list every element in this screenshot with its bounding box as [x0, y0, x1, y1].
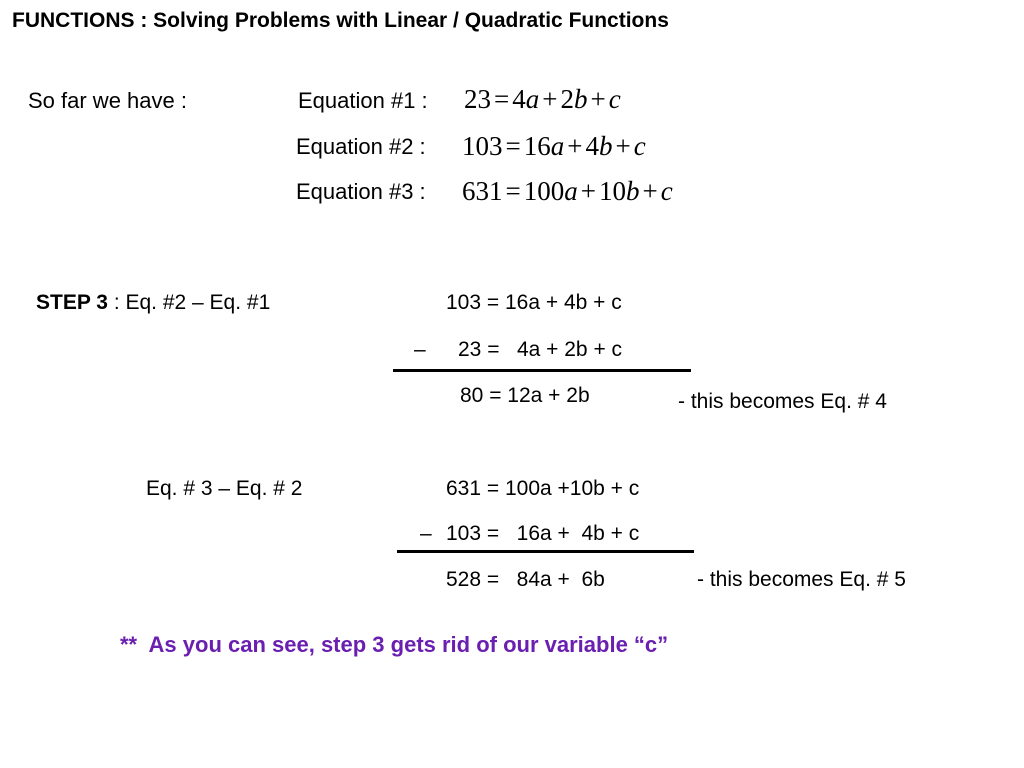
step3-result: 80 = 12a + 2b — [460, 384, 590, 407]
so-far-label: So far we have : — [28, 88, 187, 113]
step-b-line2: 103 = 16a + 4b + c — [446, 522, 640, 545]
step-b-result: 528 = 84a + 6b — [446, 568, 605, 591]
step3-minus-sign: – — [414, 338, 426, 361]
step-b-minus-sign: – — [420, 522, 432, 545]
equation-2-math: 103 = 16a + 4b + c — [462, 131, 646, 161]
step-b-line1: 631 = 100a +10b + c — [446, 477, 640, 500]
equation-1-math: 23 = 4a + 2b + c — [464, 84, 621, 114]
equation-3-math: 631 = 100a + 10b + c — [462, 176, 673, 206]
page-title: FUNCTIONS : Solving Problems with Linear / Quadratic Functions — [12, 9, 669, 32]
step3-line2: 23 = 4a + 2b + c — [458, 338, 623, 361]
step3-line1: 103 = 16a + 4b + c — [446, 291, 622, 314]
step-b-divider — [397, 550, 694, 553]
equation-1-label: Equation #1 : — [298, 88, 428, 113]
step-b-heading: Eq. # 3 – Eq. # 2 — [146, 477, 303, 500]
step3-heading — [36, 291, 270, 315]
equation-2-label: Equation #2 : — [296, 134, 426, 159]
step3-note: - this becomes Eq. # 4 — [678, 390, 887, 413]
step3-divider — [393, 369, 691, 372]
step3-heading-bold: STEP 3 — [36, 291, 108, 314]
conclusion-note: ** As you can see, step 3 gets rid of our variable “c” — [120, 632, 669, 657]
step-b-note: - this becomes Eq. # 5 — [697, 568, 906, 591]
step3-heading-rest: : Eq. #2 – Eq. #1 — [107, 291, 271, 314]
equation-3-label: Equation #3 : — [296, 179, 426, 204]
